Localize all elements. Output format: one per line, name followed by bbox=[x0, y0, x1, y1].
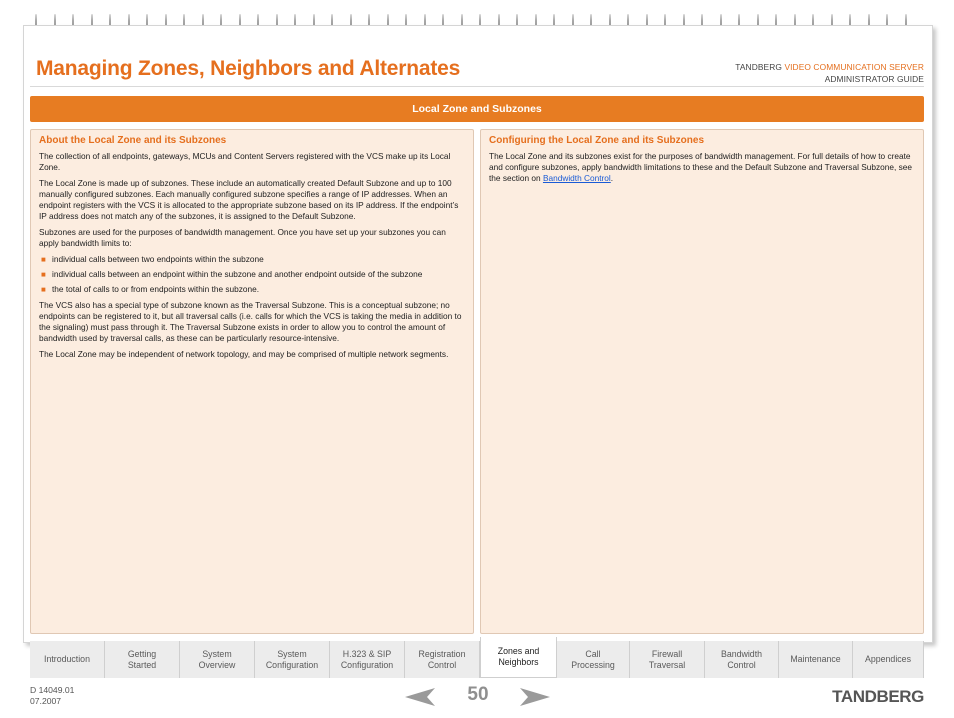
list-item-text: the total of calls to or from endpoints within the subzone. bbox=[52, 284, 260, 294]
tab-label: Zones and Neighbors bbox=[497, 646, 540, 667]
bullet-list bbox=[39, 254, 464, 295]
header-divider bbox=[30, 86, 924, 87]
list-item bbox=[39, 284, 464, 295]
left-arrow-icon[interactable] bbox=[405, 688, 435, 711]
square-bullet-icon: ■ bbox=[41, 285, 46, 294]
tab-label: Bandwidth Control bbox=[720, 648, 763, 670]
right-panel bbox=[480, 129, 924, 634]
section-tabs bbox=[30, 641, 924, 681]
tab-call-processing[interactable] bbox=[557, 641, 630, 678]
square-bullet-icon: ■ bbox=[41, 270, 46, 279]
tab-maintenance[interactable] bbox=[779, 641, 853, 678]
document-id: D 14049.01 bbox=[30, 685, 75, 695]
tab-system-configuration[interactable] bbox=[255, 641, 330, 678]
list-item-text: individual calls between an endpoint within the subzone and another endpoint outside of the subzone bbox=[52, 269, 423, 279]
page-number: 50 bbox=[467, 684, 489, 705]
tab-label: System Configuration bbox=[265, 648, 319, 670]
tab-system-overview[interactable] bbox=[180, 641, 255, 678]
tab-label: Appendices bbox=[865, 654, 911, 664]
tab-getting-started[interactable] bbox=[105, 641, 180, 678]
paragraph: The collection of all endpoints, gateways, MCUs and Content Servers registered with the VCS make up its Local Zone. bbox=[39, 151, 451, 172]
tab-label: System Overview bbox=[198, 648, 236, 670]
paragraph: The Local Zone may be independent of network topology, and may be comprised of multiple network segments. bbox=[39, 349, 449, 359]
page-title: Managing Zones, Neighbors and Alternates bbox=[36, 57, 461, 80]
pager bbox=[405, 684, 550, 710]
paragraph: The VCS also has a special type of subzone known as the Traversal Subzone. This is a conceptual subzone; no endpoints can be registered to it, but all traversal calls (i.e. calls for which the VCS is taking the media in addition to the signaling) must pass through it. The Traversal Subzone exists in order to allow you to control the amount of bandwidth used by traversal calls, as these can be particularly resource-intensive. bbox=[39, 300, 462, 343]
tab-introduction[interactable] bbox=[30, 641, 105, 678]
bandwidth-control-link[interactable]: Bandwidth Control bbox=[542, 173, 611, 183]
left-heading: About the Local Zone and its Subzones bbox=[39, 135, 227, 146]
list-item bbox=[39, 254, 464, 265]
tandberg-logo: TANDBERG bbox=[832, 687, 924, 706]
paragraph-end: . bbox=[610, 173, 614, 183]
tab-label: Call Processing bbox=[571, 648, 615, 670]
tab-firewall-traversal[interactable] bbox=[630, 641, 705, 678]
tab-label: Getting Started bbox=[127, 648, 157, 670]
left-panel bbox=[30, 129, 474, 634]
brand-name: TANDBERG bbox=[735, 62, 782, 72]
guide-name: ADMINISTRATOR GUIDE bbox=[824, 74, 924, 84]
tab-label: Firewall Traversal bbox=[648, 648, 686, 670]
tab-label: Introduction bbox=[44, 654, 90, 664]
paragraph bbox=[489, 151, 914, 184]
document-date: 07.2007 bbox=[30, 696, 62, 706]
right-arrow-icon[interactable] bbox=[520, 688, 550, 711]
section-banner: Local Zone and Subzones bbox=[30, 96, 924, 122]
tab-label: H.323 & SIP Configuration bbox=[340, 648, 394, 670]
list-item-text: individual calls between two endpoints within the subzone bbox=[52, 254, 264, 264]
tab-h323-sip-configuration[interactable] bbox=[330, 641, 405, 678]
tab-label: Maintenance bbox=[790, 654, 841, 664]
list-item bbox=[39, 269, 464, 280]
tab-label: Registration Control bbox=[418, 648, 466, 670]
square-bullet-icon: ■ bbox=[41, 255, 46, 264]
tab-appendices[interactable] bbox=[853, 641, 924, 678]
tab-registration-control[interactable] bbox=[405, 641, 480, 678]
tab-bandwidth-control[interactable] bbox=[705, 641, 779, 678]
document-code bbox=[30, 685, 74, 707]
guide-header bbox=[735, 61, 924, 85]
right-heading: Configuring the Local Zone and its Subzones bbox=[489, 135, 704, 146]
tab-zones-and-neighbors[interactable] bbox=[480, 637, 557, 678]
paragraph: The Local Zone is made up of subzones. These include an automatically created Default Subzone and up to 100 manually configured subzones. Each manually configured subzone specifies a range of IP addresses. When an endpoint registers with the VCS it is allocated to the appropriate subzone based on its IP address. If the endpoint’s IP address does not match any of the subzones, it is assigned to the Default Subzone. bbox=[39, 178, 459, 221]
paragraph-text: The Local Zone and its subzones exist for the purposes of bandwidth management. For full details of how to create and configure subzones, apply bandwidth limitations to these and the Default Subzone and Traversal Subzone, see the section on bbox=[489, 151, 912, 183]
product-name: VIDEO COMMUNICATION SERVER bbox=[784, 62, 924, 72]
paragraph: Subzones are used for the purposes of bandwidth management. Once you have set up your subzones you can apply bandwidth limits to: bbox=[39, 227, 446, 248]
